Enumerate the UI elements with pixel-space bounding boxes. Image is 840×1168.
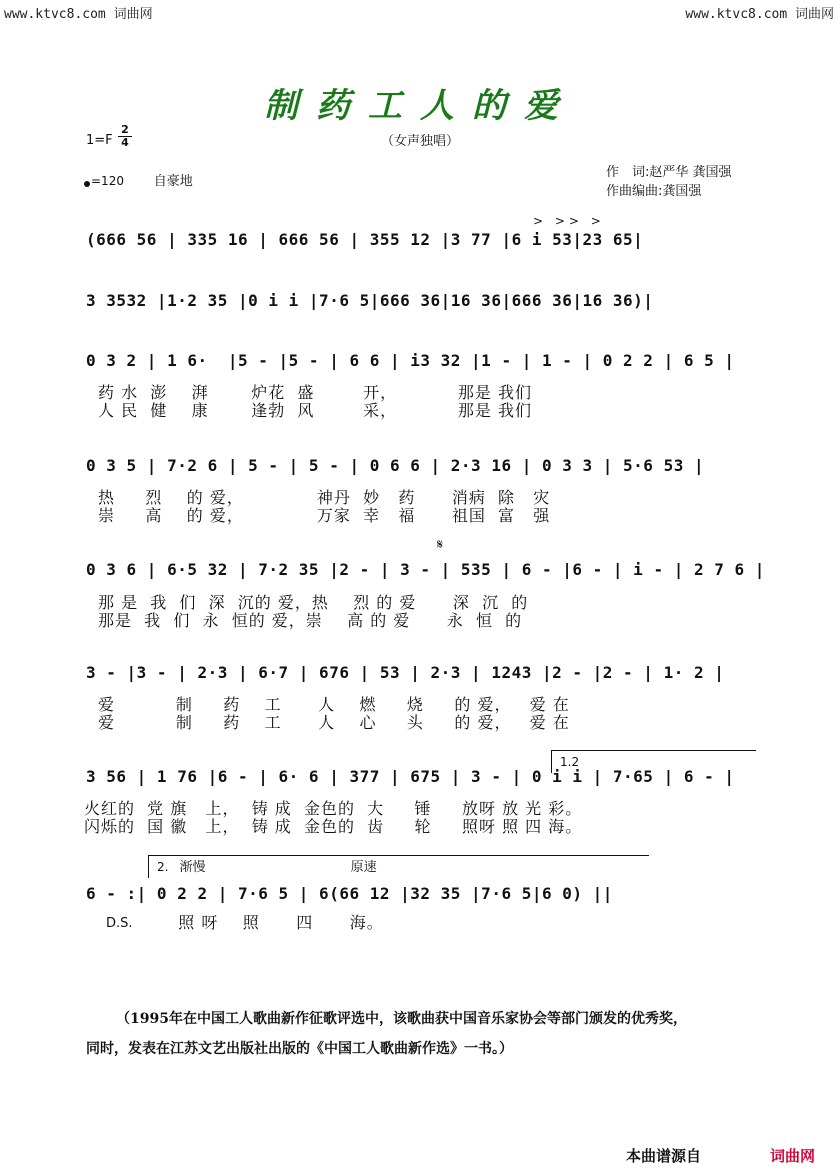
song-subtitle: （女声独唱） (380, 134, 459, 149)
lyricist-credit: 作 词:赵严华 龚国强 (606, 165, 732, 180)
footnote-line-1: （1995年在中国工人歌曲新作征歌评选中，该歌曲获中国音乐家协会等部门颁发的优秀奖， (116, 1011, 687, 1027)
lyric-line-5b: 那是 我 们 永 恒的 爱，崇 高 的 爱 永 恒 的 (98, 611, 523, 630)
lyric-line-7a: 火红的 党 旗 上， 铸 成 金色的 大 锤 放呀 放 光 彩。 (84, 799, 583, 818)
lyric-line-5a: 那 是 我 们 深 沉的 爱，热 烈 的 爱 深 沉 的 (98, 593, 529, 612)
site-watermark-left: www.ktvc8.com 词曲网 (4, 7, 153, 22)
lyric-line-3b: 人 民 健 康 逢勃 风 采， 那是 我们 (98, 401, 533, 420)
accent-marks: > >> > (533, 214, 605, 228)
ritardando-marking: 渐慢 (179, 860, 206, 875)
source-label: 本曲谱源自 (626, 1147, 702, 1165)
brand-logo[interactable]: 词曲网 (770, 1147, 816, 1165)
composer-credit: 作曲编曲:龚国强 (606, 184, 702, 199)
ds-marking: D.S. (106, 916, 133, 931)
lyric-line-4b: 崇 高 的 爱， 万家 幸 福 祖国 富 强 (98, 506, 551, 525)
quarter-note-icon (84, 181, 90, 187)
lyric-line-8: 照 呀 照 四 海。 (160, 913, 384, 932)
song-title: 制药工人的爱 (264, 86, 576, 126)
lyric-line-3a: 药 水 澎 湃 炉花 盛 开， 那是 我们 (98, 383, 533, 402)
volta-label-1: 1.2 (560, 755, 580, 769)
notation-line-1: (666 56 | 335 16 | 666 56 | 355 12 |3 77 |6 i 53|23 65| (86, 230, 644, 249)
notation-line-3: 0 3 2 | 1 6· |5 - |5 - | 6 6 | i3 32 |1 - | 1 - | 0 2 2 | 6 5 | (86, 351, 735, 370)
time-signature-top: 2 (121, 123, 129, 136)
lyric-line-6a: 爱 制 药 工 人 燃 烧 的 爱， 爱 在 (98, 695, 570, 714)
time-signature-bottom: 4 (118, 136, 132, 149)
volta-bracket-2 (148, 855, 649, 878)
expression-marking: 自豪地 (153, 174, 193, 189)
notation-line-2: 3 3532 |1·2 35 |0 i i |7·6 5|666 36|16 36|666 36|16 36)| (86, 291, 654, 310)
lyric-line-7b: 闪烁的 国 徽 上， 铸 成 金色的 齿 轮 照呀 照 四 海。 (84, 817, 583, 836)
notation-line-7: 3 56 | 1 76 |6 - | 6· 6 | 377 | 675 | 3 - | 0 i i | 7·65 | 6 - | (86, 767, 735, 786)
a-tempo-marking: 原速 (350, 860, 377, 875)
volta-label-2: 2. (157, 860, 169, 874)
lyric-line-6b: 爱 制 药 工 人 心 头 的 爱， 爱 在 (98, 713, 570, 732)
site-watermark-right: www.ktvc8.com 词曲网 (685, 7, 834, 22)
notation-line-4: 0 3 5 | 7·2 6 | 5 - | 5 - | 0 6 6 | 2·3 16 | 0 3 3 | 5·6 53 | (86, 456, 705, 475)
notation-line-6: 3 - |3 - | 2·3 | 6·7 | 676 | 53 | 2·3 | 1243 |2 - |2 - | 1· 2 | (86, 663, 725, 682)
tempo-marking (84, 170, 193, 189)
lyric-line-4a: 热 烈 的 爱， 神丹 妙 药 消病 除 灾 (98, 488, 551, 507)
time-signature (118, 124, 132, 149)
tempo-value: =120 (91, 174, 124, 188)
notation-line-5: 0 3 6 | 6·5 32 | 7·2 35 |2 - | 3 - | 535 | 6 - |6 - | i - | 2 7 6 | (86, 560, 765, 579)
footnote-line-2: 同时，发表在江苏文艺出版社出版的《中国工人歌曲新作选》一书。） (86, 1041, 513, 1057)
segno-mark: 𝄋 (437, 537, 444, 553)
key-signature: 1=F (86, 133, 113, 148)
notation-line-8: 6 - :| 0 2 2 | 7·6 5 | 6(66 12 |32 35 |7·6 5|6 0) || (86, 884, 613, 903)
